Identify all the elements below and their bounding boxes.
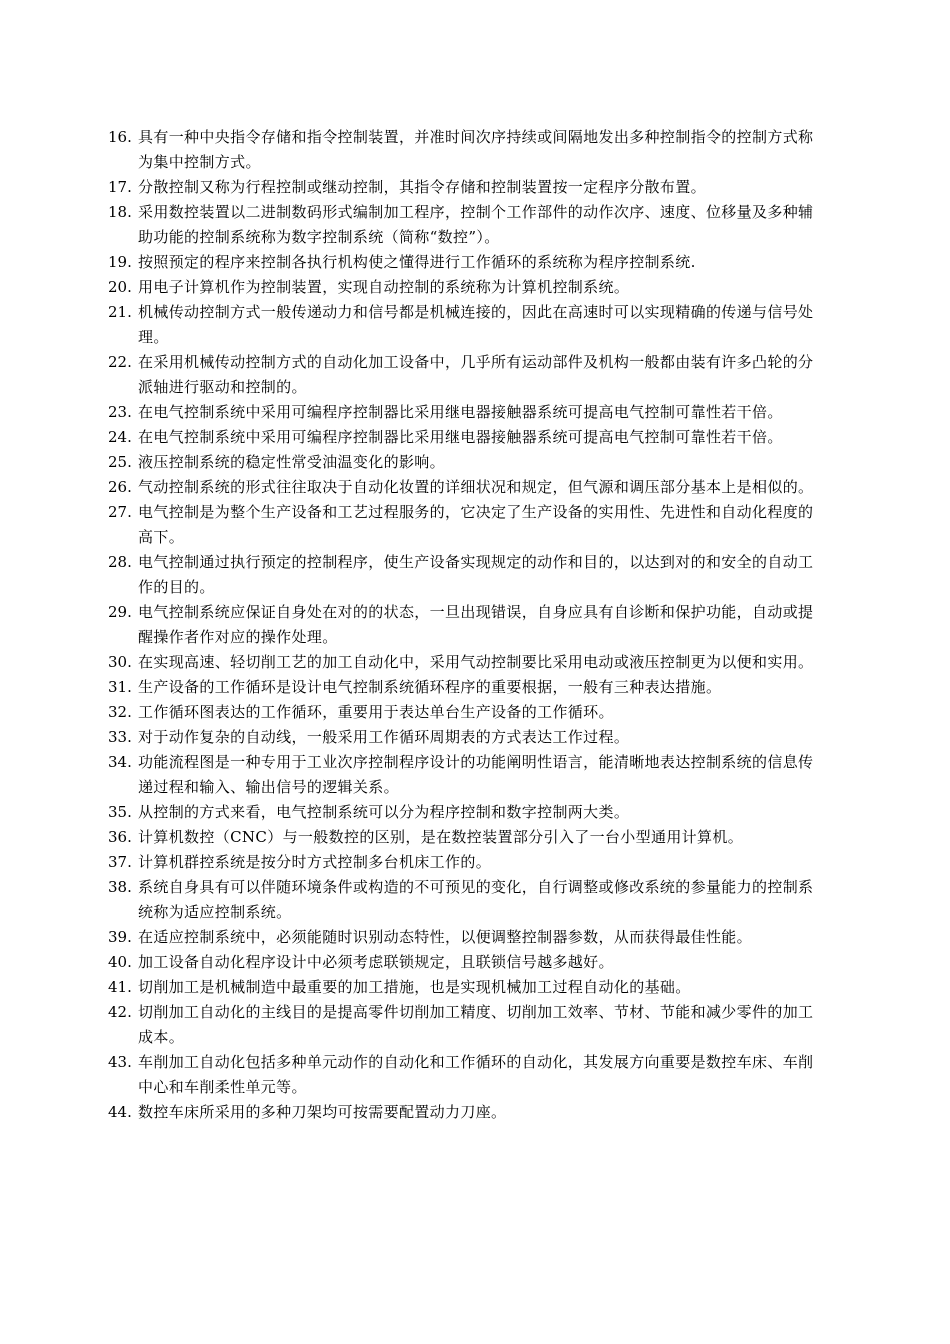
item-number: 16.	[108, 128, 132, 146]
item-number: 41.	[108, 978, 132, 996]
list-item	[108, 275, 820, 300]
item-text: 切削加工是机械制造中最重要的加工措施，也是实现机械加工过程自动化的基础。	[138, 978, 691, 996]
list-item	[108, 400, 820, 425]
list-item	[108, 250, 820, 275]
list-item	[108, 675, 820, 700]
item-number: 30.	[108, 653, 132, 671]
item-text: 气动控制系统的形式往往取决于自动化妆置的详细状况和规定，但气源和调压部分基本上是相似的。	[138, 478, 814, 496]
item-text: 按照预定的程序来控制各执行机构使之懂得进行工作循环的系统称为程序控制系统.	[138, 253, 696, 271]
list-item	[108, 1100, 820, 1125]
item-text: 切削加工自动化的主线目的是提高零件切削加工精度、切削加工效率、节材、节能和减少零件的加工成本。	[138, 1003, 814, 1046]
list-item	[108, 350, 820, 400]
item-number: 34.	[108, 753, 132, 771]
item-text: 工作循环图表达的工作循环，重要用于表达单台生产设备的工作循环。	[138, 703, 614, 721]
item-number: 21.	[108, 303, 132, 321]
item-text: 车削加工自动化包括多种单元动作的自动化和工作循环的自动化，其发展方向重要是数控车床、车削中心和车削柔性单元等。	[138, 1053, 814, 1096]
item-text: 电气控制系统应保证自身处在对的的状态，一旦出现错误，自身应具有自诊断和保护功能，自动或提醒操作者作对应的操作处理。	[138, 603, 814, 646]
item-text: 分散控制又称为行程控制或继动控制，其指令存储和控制装置按一定程序分散布置。	[138, 178, 706, 196]
item-text: 加工设备自动化程序设计中必须考虑联锁规定，且联锁信号越多越好。	[138, 953, 614, 971]
item-text: 采用数控装置以二进制数码形式编制加工程序，控制个工作部件的动作次序、速度、位移量及多种辅助功能的控制系统称为数字控制系统（简称“数控”）。	[138, 203, 814, 246]
item-text: 计算机群控系统是按分时方式控制多台机床工作的。	[138, 853, 492, 871]
list-item	[108, 825, 820, 850]
list-item	[108, 925, 820, 950]
item-number: 23.	[108, 403, 132, 421]
list-item	[108, 125, 820, 175]
item-number: 38.	[108, 878, 132, 896]
item-number: 40.	[108, 953, 132, 971]
item-number: 27.	[108, 503, 132, 521]
item-text: 具有一种中央指令存储和指令控制装置，并准时间次序持续或间隔地发出多种控制指令的控制方式称为集中控制方式。	[138, 128, 814, 171]
list-item	[108, 875, 820, 925]
item-text: 生产设备的工作循环是设计电气控制系统循环程序的重要根据，一般有三种表达措施。	[138, 678, 722, 696]
list-item	[108, 475, 820, 500]
item-text: 计算机数控（CNC）与一般数控的区别，是在数控装置部分引入了一台小型通用计算机。	[138, 828, 744, 846]
list-item	[108, 1050, 820, 1100]
item-number: 42.	[108, 1003, 132, 1021]
item-number: 33.	[108, 728, 132, 746]
list-item	[108, 800, 820, 825]
item-text: 系统自身具有可以伴随环境条件或构造的不可预见的变化，自行调整或修改系统的参量能力的控制系统称为适应控制系统。	[138, 878, 814, 921]
item-number: 18.	[108, 203, 132, 221]
list-item	[108, 725, 820, 750]
list-item	[108, 450, 820, 475]
item-text: 在采用机械传动控制方式的自动化加工设备中，几乎所有运动部件及机构一般都由装有许多凸轮的分派轴进行驱动和控制的。	[138, 353, 814, 396]
item-text: 液压控制系统的稳定性常受油温变化的影响。	[138, 453, 446, 471]
item-number: 28.	[108, 553, 132, 571]
item-number: 22.	[108, 353, 132, 371]
item-text: 对于动作复杂的自动线，一般采用工作循环周期表的方式表达工作过程。	[138, 728, 630, 746]
list-item	[108, 750, 820, 800]
list-item	[108, 425, 820, 450]
item-text: 电气控制通过执行预定的控制程序，使生产设备实现规定的动作和目的，以达到对的和安全的自动工作的目的。	[138, 553, 814, 596]
item-number: 39.	[108, 928, 132, 946]
list-item	[108, 700, 820, 725]
list-item	[108, 500, 820, 550]
list-item	[108, 200, 820, 250]
item-text: 在电气控制系统中采用可编程序控制器比采用继电器接触器系统可提高电气控制可靠性若干倍。	[138, 403, 783, 421]
item-text: 功能流程图是一种专用于工业次序控制程序设计的功能阐明性语言，能清晰地表达控制系统的信息传递过程和输入、输出信号的逻辑关系。	[138, 753, 814, 796]
statement-list	[108, 125, 820, 1125]
list-item	[108, 950, 820, 975]
list-item	[108, 1000, 820, 1050]
item-text: 在实现高速、轻切削工艺的加工自动化中，采用气动控制要比采用电动或液压控制更为以便和实用。	[138, 653, 814, 671]
item-text: 数控车床所采用的多种刀架均可按需要配置动力刀座。	[138, 1103, 507, 1121]
item-number: 24.	[108, 428, 132, 446]
item-number: 26.	[108, 478, 132, 496]
item-number: 25.	[108, 453, 132, 471]
item-text: 机械传动控制方式一般传递动力和信号都是机械连接的，因此在高速时可以实现精确的传递与信号处理。	[138, 303, 814, 346]
item-text: 电气控制是为整个生产设备和工艺过程服务的，它决定了生产设备的实用性、先进性和自动化程度的高下。	[138, 503, 814, 546]
item-number: 43.	[108, 1053, 132, 1071]
list-item	[108, 300, 820, 350]
list-item	[108, 175, 820, 200]
item-number: 31.	[108, 678, 132, 696]
item-number: 32.	[108, 703, 132, 721]
item-text: 在电气控制系统中采用可编程序控制器比采用继电器接触器系统可提高电气控制可靠性若干倍。	[138, 428, 783, 446]
list-item	[108, 600, 820, 650]
item-text: 在适应控制系统中，必须能随时识别动态特性，以便调整控制器参数，从而获得最佳性能。	[138, 928, 753, 946]
list-item	[108, 650, 820, 675]
item-text: 从控制的方式来看，电气控制系统可以分为程序控制和数字控制两大类。	[138, 803, 630, 821]
item-number: 37.	[108, 853, 132, 871]
item-number: 36.	[108, 828, 132, 846]
list-item	[108, 550, 820, 600]
item-number: 17.	[108, 178, 132, 196]
list-item	[108, 975, 820, 1000]
list-item	[108, 850, 820, 875]
item-number: 44.	[108, 1103, 132, 1121]
item-number: 20.	[108, 278, 132, 296]
item-number: 19.	[108, 253, 132, 271]
item-text: 用电子计算机作为控制装置，实现自动控制的系统称为计算机控制系统。	[138, 278, 630, 296]
item-number: 29.	[108, 603, 132, 621]
item-number: 35.	[108, 803, 132, 821]
